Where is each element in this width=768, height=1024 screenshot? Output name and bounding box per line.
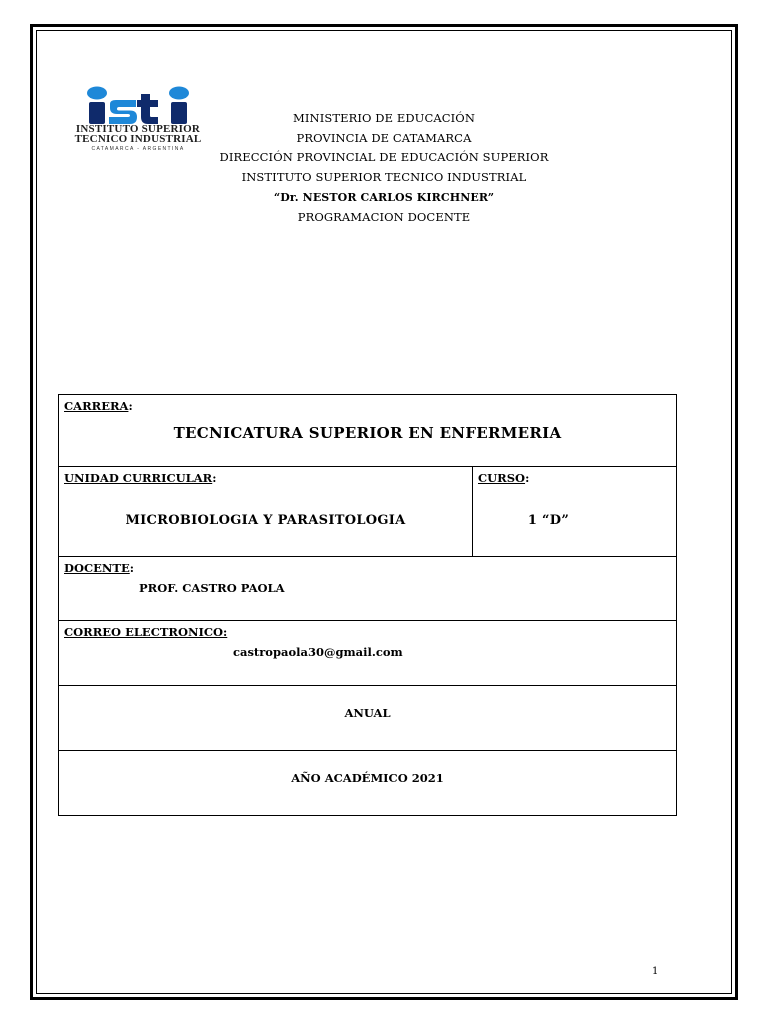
carrera-value: TECNICATURA SUPERIOR EN ENFERMERIA — [173, 424, 562, 442]
unidad-row — [59, 467, 677, 557]
carrera-cell: CARRERA: TECNICATURA SUPERIOR EN ENFERMERIA — [59, 395, 677, 467]
unidad-label: UNIDAD CURRICULAR — [64, 471, 213, 485]
correo-value: castropaola30@gmail.com — [233, 645, 403, 659]
docente-label: DOCENTE — [64, 561, 130, 575]
unidad-cell: UNIDAD CURRICULAR: MICROBIOLOGIA Y PARASITOLOGIA — [59, 467, 473, 557]
anio-cell — [59, 751, 677, 816]
logo-text-line1: INSTITUTO SUPERIOR — [75, 123, 201, 135]
duracion-cell — [59, 686, 677, 751]
correo-row — [59, 621, 677, 686]
header-direction: DIRECCIÓN PROVINCIAL DE EDUCACIÓN SUPERIOR — [219, 150, 549, 165]
document-header — [184, 109, 584, 227]
docente-value: PROF. CASTRO PAOLA — [139, 581, 285, 595]
anio-value: AÑO ACADÉMICO 2021 — [291, 771, 444, 785]
anio-row — [59, 751, 677, 816]
curso-value: 1 “D” — [527, 513, 570, 528]
correo-label: CORREO ELECTRONICO: — [64, 625, 228, 639]
curso-label: CURSO — [478, 471, 526, 485]
unidad-value: MICROBIOLOGIA Y PARASITOLOGIA — [125, 513, 406, 528]
carrera-row — [59, 395, 677, 467]
curso-cell: CURSO: 1 “D” — [473, 467, 677, 557]
header-institute: INSTITUTO SUPERIOR TECNICO INDUSTRIAL — [241, 170, 527, 185]
duracion-row — [59, 686, 677, 751]
correo-cell — [59, 621, 677, 686]
logo-text-line3: CATAMARCA - ARGENTINA — [91, 146, 185, 152]
page-number: 1 — [652, 966, 659, 977]
carrera-label: CARRERA — [64, 399, 129, 413]
header-province: PROVINCIA DE CATAMARCA — [296, 130, 472, 145]
docente-cell: DOCENTE: PROF. CASTRO PAOLA — [59, 557, 677, 621]
header-document-type: PROGRAMACION DOCENTE — [297, 209, 471, 224]
program-info-table — [58, 394, 677, 816]
isti-wordmark-icon — [86, 86, 190, 126]
logo-text-line2: TECNICO INDUSTRIAL — [74, 133, 202, 145]
header-ministry: MINISTERIO DE EDUCACIÓN — [293, 111, 475, 125]
header-institute-name: “Dr. NESTOR CARLOS KIRCHNER” — [273, 190, 495, 204]
docente-row — [59, 557, 677, 621]
duracion-value: ANUAL — [344, 706, 391, 720]
